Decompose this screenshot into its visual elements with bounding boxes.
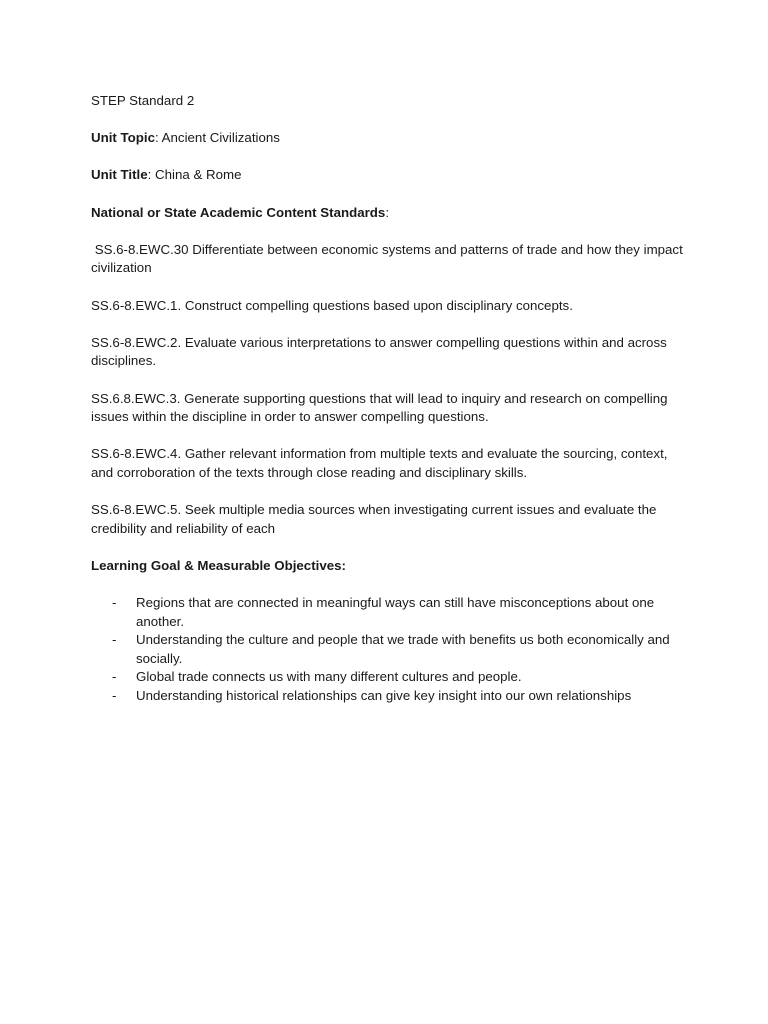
objective-item xyxy=(91,687,691,706)
objective-text: Regions that are connected in meaningful ways can still have misconceptions about one another. xyxy=(136,595,655,629)
objectives-list xyxy=(91,594,691,706)
unit-title-line: Unit Title: China & Rome xyxy=(91,167,242,183)
standard-item: SS.6-8.EWC.1. Construct compelling questions based upon disciplinary concepts. xyxy=(91,297,573,313)
objective-item xyxy=(91,631,691,668)
standard-item: SS.6-8.EWC.5. Seek multiple media sources when investigating current issues and evaluate the credibility and reliability of each xyxy=(91,502,657,536)
standard-item: SS.6-8.EWC.30 Differentiate between economic systems and patterns of trade and how they impact civilization xyxy=(91,241,687,276)
standard-item: SS.6-8.EWC.4. Gather relevant information from multiple texts and evaluate the sourcing, context, and corroboration of the texts through close reading and disciplinary skills. xyxy=(91,446,668,480)
step-standard-line: STEP Standard 2 xyxy=(91,93,195,108)
standards-heading: National or State Academic Content Standards xyxy=(91,204,386,220)
standards-heading-line: National or State Academic Content Standards: xyxy=(91,204,390,220)
unit-topic-label: Unit Topic xyxy=(91,130,156,146)
standard-item: SS.6-8.EWC.2. Evaluate various interpretations to answer compelling questions within and across disciplines. xyxy=(91,334,667,369)
document-body xyxy=(91,92,691,706)
unit-topic-line: Unit Topic: Ancient Civilizations xyxy=(91,130,280,146)
bullet-dash: - xyxy=(112,632,117,648)
objective-text: Global trade connects us with many different cultures and people. xyxy=(136,669,522,685)
objective-text: Understanding the culture and people that we trade with benefits us both economically and socially. xyxy=(136,632,670,666)
bullet-dash: - xyxy=(112,669,117,685)
objective-item xyxy=(91,594,691,631)
objective-item xyxy=(91,668,691,687)
unit-title-value: China & Rome xyxy=(155,167,242,183)
objective-text: Understanding historical relationships can give key insight into our own relationships xyxy=(136,688,632,703)
bullet-dash: - xyxy=(112,688,117,703)
unit-topic-value: Ancient Civilizations xyxy=(161,130,280,146)
objectives-heading: Learning Goal & Measurable Objectives: xyxy=(91,557,346,573)
bullet-dash: - xyxy=(112,595,117,611)
standard-item: SS.6.8.EWC.3. Generate supporting questions that will lead to inquiry and research on compelling issues within the discipline in order to answer compelling questions. xyxy=(91,390,668,425)
unit-title-label: Unit Title xyxy=(91,167,148,183)
